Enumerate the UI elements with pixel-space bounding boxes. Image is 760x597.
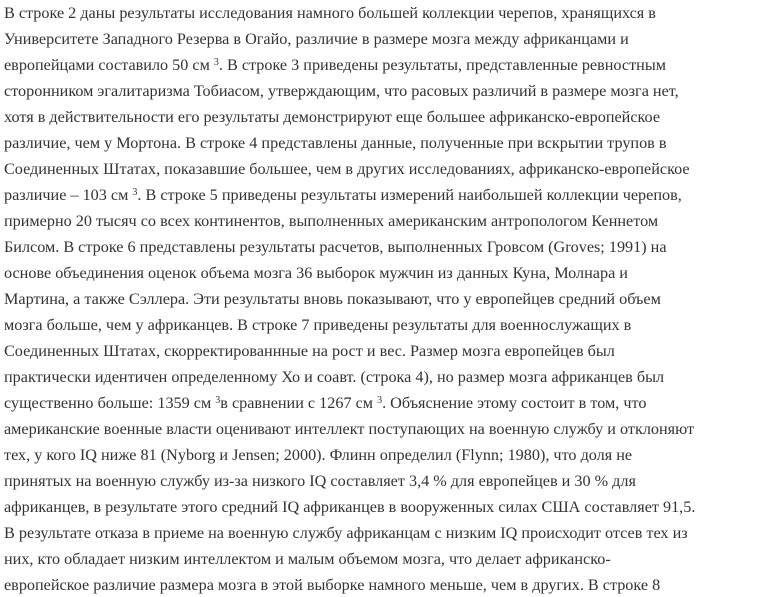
superscript: 3 xyxy=(215,395,221,406)
text-fragment: Соединенных Штатах, скорректированнные на рост и вес. Размер мозга европейцев был xyxy=(4,342,615,360)
text-fragment: . Объяснение этому состоит в том, что xyxy=(382,394,647,412)
text-line xyxy=(4,209,658,233)
text-line xyxy=(4,547,611,571)
text-line xyxy=(4,417,694,441)
text-fragment: практически идентичен определенному Хо и соавт. (строка 4), но размер мозга африканцев был xyxy=(4,368,665,386)
text-line xyxy=(4,1,656,25)
text-line xyxy=(4,443,632,467)
text-fragment: существенно больше: 1359 см xyxy=(4,394,212,412)
text-line xyxy=(4,105,660,129)
text-fragment: сторонником эгалитаризма Тобиасом, утверждающим, что расовых различий в размере мозга нет, xyxy=(4,82,679,100)
text-fragment: различие, чем у Мортона. В строке 4 представлены данные, полученные при вскрытии трупов в xyxy=(4,134,667,152)
text-fragment: принятых на военную службу из-за низкого IQ составляет 3,4 % для европейцев и 30 % для xyxy=(4,472,636,490)
text-fragment: американские военные власти оценивают интеллект поступающих на военную службу и отклоняют xyxy=(4,420,695,438)
text-line xyxy=(4,261,628,285)
text-fragment: Соединенных Штатах, показавшие большее, чем в других исследованиях, африканско-европейское xyxy=(4,160,690,178)
text-line xyxy=(4,521,688,545)
text-line xyxy=(4,131,667,155)
text-fragment: Университете Западного Резерва в Огайо, различие в размере мозга между африканцами и xyxy=(4,30,629,48)
text-fragment: них, кто обладает низким интеллектом и малым объемом мозга, что делает африканско- xyxy=(4,550,611,568)
text-fragment: Билсом. В строке 6 представлены результаты расчетов, выполненных Гровсом (Groves; 1991) на xyxy=(4,238,667,256)
text-line xyxy=(4,53,666,77)
text-fragment: примерно 20 тысяч со всех континентов, выполненных американским антропологом Кеннетом xyxy=(4,212,659,230)
text-line xyxy=(4,365,664,389)
text-line xyxy=(4,339,615,363)
text-line xyxy=(4,183,682,207)
text-fragment: тех, у кого IQ ниже 81 (Nyborg и Jensen; 2000). Флинн определил (Flynn; 1980), что доля не xyxy=(4,446,633,464)
text-line xyxy=(4,495,695,519)
text-fragment: Мартина, а также Сэллера. Эти результаты вновь показывают, что у европейцев средний объем xyxy=(4,290,661,308)
text-line xyxy=(4,157,690,181)
superscript: 3 xyxy=(132,187,138,198)
text-line xyxy=(4,313,631,337)
text-line xyxy=(4,235,667,259)
text-fragment: европейцами составило 50 см xyxy=(4,56,210,74)
text-fragment: мозга больше, чем у африканцев. В строке 7 приведены результаты для военнослужащих в xyxy=(4,316,632,334)
text-fragment: европейское различие размера мозга в этой выборке намного меньше, чем в других. В строке 8 xyxy=(4,576,661,594)
text-fragment: основе объединения оценок объема мозга 36 выборок мужчин из данных Куна, Молнара и xyxy=(4,264,628,282)
text-fragment: . В строке 5 приведены результаты измерений наибольшей коллекции черепов, xyxy=(137,186,682,204)
text-line xyxy=(4,287,661,311)
text-line xyxy=(4,79,679,103)
text-fragment: в сравнении с 1267 см xyxy=(220,394,374,412)
text-fragment: хотя в действительности его результаты демонстрируют еще большее африканско-европейское xyxy=(4,108,661,126)
text-fragment: различие – 103 см xyxy=(4,186,129,204)
text-fragment: В результате отказа в приеме на военную службу африканцам с низким IQ происходит отсев тех из xyxy=(4,524,688,542)
text-line xyxy=(4,573,660,597)
text-fragment: В строке 2 даны результаты исследования намного большей коллекции черепов, хранящихся в xyxy=(4,4,656,22)
text-line xyxy=(4,391,646,415)
text-line xyxy=(4,27,629,51)
superscript: 3 xyxy=(377,395,383,406)
text-line xyxy=(4,469,636,493)
text-fragment: . В строке 3 приведены результаты, представленные ревностным xyxy=(218,56,666,74)
text-fragment: африканцев, в результате этого средний IQ африканцев в вооруженных силах США составляет 91,5. xyxy=(4,498,696,516)
superscript: 3 xyxy=(213,57,219,68)
